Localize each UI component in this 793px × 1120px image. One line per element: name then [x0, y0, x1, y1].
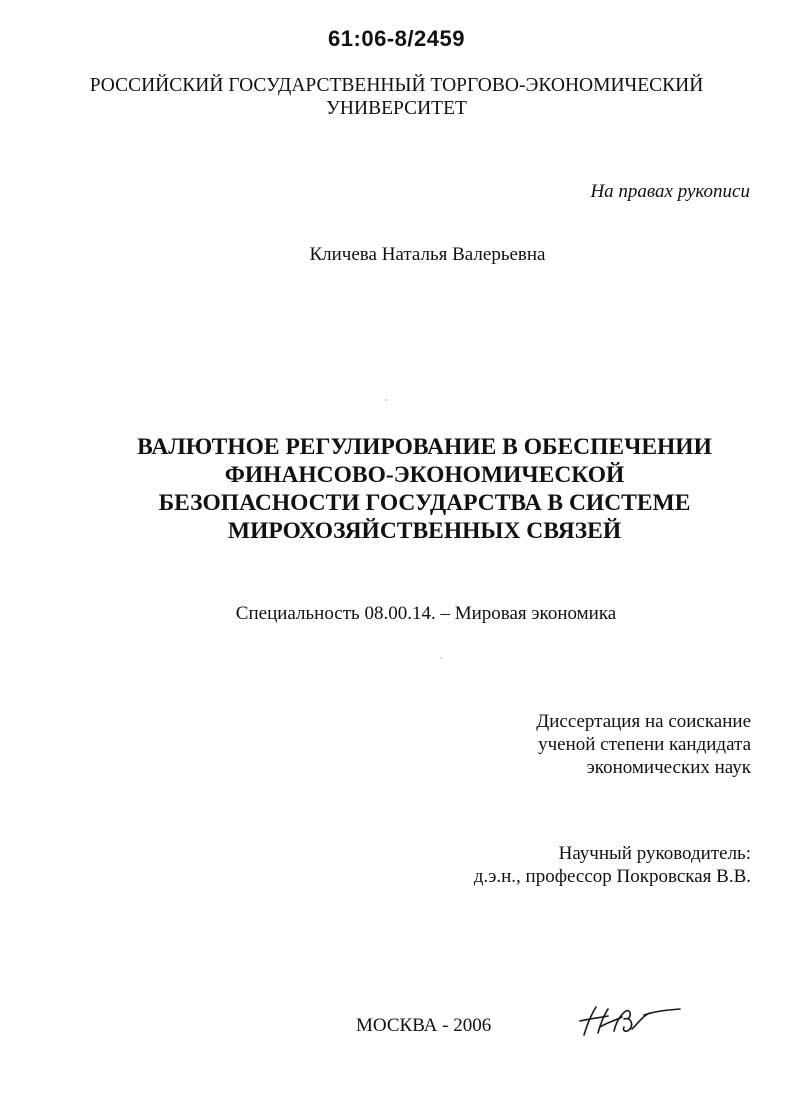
dissertation-title [0, 433, 793, 545]
degree-line-2: ученой степени кандидата [538, 734, 751, 755]
city-year: МОСКВА - 2006 [356, 1015, 492, 1036]
degree-line-3: экономических наук [586, 757, 751, 778]
title-line-3: БЕЗОПАСНОСТИ ГОСУДАРСТВА В СИСТЕМЕ [158, 490, 691, 516]
university-name [0, 74, 793, 120]
scan-speck [440, 657, 442, 659]
degree-line-1: Диссертация на соискание [536, 711, 751, 732]
advisor-name: д.э.н., профессор Покровская В.В. [473, 866, 751, 887]
title-line-1: ВАЛЮТНОЕ РЕГУЛИРОВАНИЕ В ОБЕСПЕЧЕНИИ [137, 434, 712, 460]
university-name-line-2: УНИВЕРСИТЕТ [326, 98, 467, 119]
degree-statement [536, 710, 751, 779]
university-name-line-1: РОССИЙСКИЙ ГОСУДАРСТВЕННЫЙ ТОРГОВО-ЭКОНОМИЧЕСКИЙ [89, 75, 704, 96]
title-line-2: ФИНАНСОВО-ЭКОНОМИЧЕСКОЙ [224, 462, 625, 488]
specialty: Специальность 08.00.14. – Мировая экономика [235, 603, 617, 624]
scan-speck [385, 399, 387, 401]
title-line-4: МИРОХОЗЯЙСТВЕННЫХ СВЯЗЕЙ [227, 518, 622, 544]
signature-icon [578, 1003, 683, 1039]
scientific-advisor [474, 842, 751, 888]
advisor-label: Научный руководитель: [558, 843, 751, 864]
author-name: Кличева Наталья Валерьевна [309, 244, 546, 265]
catalog-code: 61:06-8/2459 [328, 26, 465, 51]
manuscript-note: На правах рукописи [590, 181, 750, 202]
